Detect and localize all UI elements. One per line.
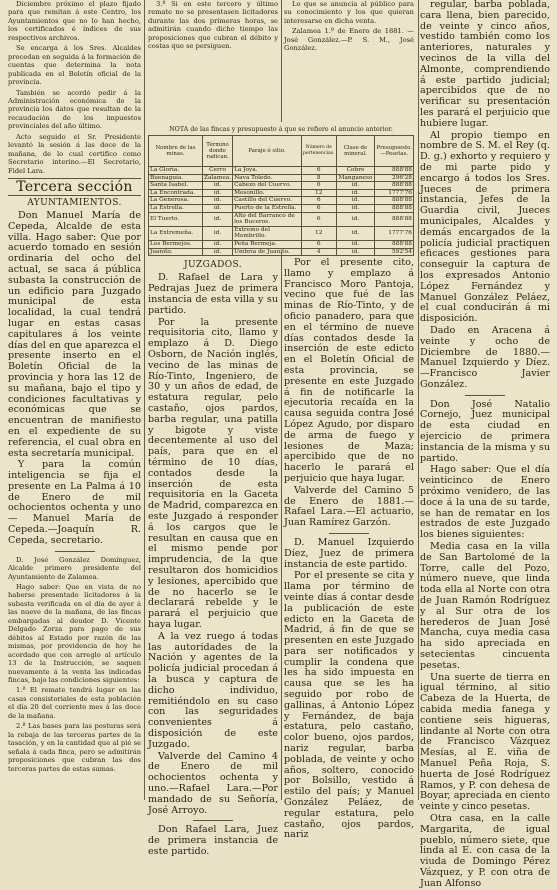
paragraph: Acto seguido el Sr. Presidente levantó la sesión á las doce de la mañana, de lo cual certifico como Secretario interino.—El Secretario, Fidel Lara.	[8, 132, 141, 175]
paragraph: Zalamea 1.º de Enero de 1881. —José González.—P. S. M., José González.	[284, 27, 414, 53]
mines-table	[148, 135, 414, 256]
paragraph: A la vez ruego á todas las autoridades de la Nación y agentes de la policía judicial procedan á la busca y captura de dicho individuo, remitiéndolo en su caso con las seguridades convenientes á disposición de este Juzgado.	[148, 630, 278, 750]
table-cell: 6	[301, 212, 336, 226]
table-cell: id.	[203, 204, 233, 212]
section-heading: Tercera sección	[16, 179, 133, 196]
paragraph: D. Rafael de Lara y Pedrajas Juez de primera instancia de esta villa y su partido.	[148, 272, 278, 316]
table-cell: id.	[203, 189, 233, 197]
table-title: NOTA de las fincas y presupuesto á que se refiere el anuncio anterior.	[169, 126, 393, 133]
table-cell: id.	[336, 204, 375, 212]
table-row	[149, 204, 414, 212]
column-4	[420, 0, 550, 889]
table-cell: Juanito.	[149, 248, 203, 256]
table-cell: Peña Bermeja.	[233, 240, 302, 248]
column-3	[284, 257, 414, 841]
table-cell: id.	[336, 226, 375, 240]
table-cell: Cabezo del Cuervo.	[233, 182, 302, 190]
paragraph: También se acordó pedir á la Administración económica de la provincia los datos que resultan de la recaudación de los impuestos provinciales del año último.	[8, 88, 141, 131]
table-cell: 12	[301, 189, 336, 197]
table-cell: La Encontrada.	[149, 189, 203, 197]
table-cell: id.	[336, 212, 375, 226]
divider	[329, 533, 369, 534]
paragraph: Por el presente se cita y llama por término de veinte días á contar desde la publicación de este edicto en la Gaceta de Madrid, á fin de que se presenten en este Juzgado para ser notificados y cumplir la condena que les ha sido impuesta en causa que se les ha seguido por robo de gallinas, á Antonio López y Fernández, de baja estatura, pelo castaño, color bueno, ojos pardos, nariz regular, barba poblada, de veinte y ocho años, soltero, conocido por Bolsillo, vestido á estilo del país; y Manuel González Peláez, de regular estatura, pelo castaño, ojos pardos, nariz	[284, 570, 414, 841]
col1-top-text	[8, 0, 141, 175]
table-cell: Nava Toledo.	[233, 174, 302, 182]
table-cell: 6	[301, 240, 336, 248]
paragraph: Hago saber: Que en vista de no haberse presentado licitadores á la subasta verificada en el día de ayer á las nueve de la mañana, de las fincas embargadas al deudor D. Vicente Delgado Zorza para pago de sus débitos al Estado por razón de las mismas, por providencia de hoy he acordado que con arreglo al artículo 13 de la Instrucción, se saquen nuevamente á la venta las indicadas fincas, bajo las condiciones siguientes:	[8, 583, 141, 685]
divider	[465, 395, 505, 396]
column-3-top	[284, 0, 414, 120]
section-subheading: AYUNTAMIENTOS.	[27, 197, 122, 208]
table-cell: Zalamea.	[204, 174, 232, 181]
table-row	[149, 167, 414, 175]
table-body	[149, 167, 414, 256]
paragraph: Por el presente cito, llamo y emplazo á Francisco Moro Pantoja, vecino que fué de las minas de Río-Tinto, y de oficio panadero, para que en el término de nueve días contados desde la inserción de este edicto en el Boletín Oficial de esta provincia, se presente en este Juzgado á fin de notificarle la ejecutoria recaída en la causa seguida contra José López Agudo, por disparo de arma de fuego y lesiones de Maza; apercibido que de no hacerlo le parará el perjuicio que haya lugar.	[284, 257, 414, 484]
table-cell: Manganeso	[336, 174, 375, 182]
paragraph: D. Manuel Izquierdo Díez, Juez de primera instancia de este partido.	[284, 536, 414, 570]
table-row	[149, 182, 414, 190]
table-row	[149, 197, 414, 205]
table-cell: Los Bermejos.	[149, 240, 203, 248]
table-row	[149, 248, 414, 256]
paragraph: Hago saber: Que el día veinticinco de Enero próximo venidero, de las doce á la una de su tarde, se han de rematar en los estrados de este Juzgado los bienes siguientes:	[420, 464, 550, 541]
paragraph: D. José González Domínguez, Alcalde primero presidente del Ayuntamiento de Zalamea.	[8, 555, 141, 581]
table-cell: La Estrella.	[149, 204, 203, 212]
table-cell: id.	[203, 197, 233, 205]
table-cell: La Gloria.	[149, 167, 203, 175]
table-cell: 6	[301, 167, 336, 175]
paragraph: Diciembre próximo el plazo fijado para que remitan á este Centro, los Ayuntamientos que no lo han hecho, los certificados é índices de sus respectivos archivos.	[8, 0, 141, 42]
table-cell: id.	[203, 182, 233, 190]
col3-notice	[284, 258, 414, 841]
table-cell: 1777'76	[375, 226, 414, 240]
paragraph: Valverde del Camino 5 de Enero de 1881.—Rafael Lara.—El actuario, Juan Ramírez Garzón.	[284, 484, 414, 529]
table-cell: id.	[203, 212, 233, 226]
table-row	[149, 189, 414, 197]
table-cell: 888'88	[375, 204, 414, 212]
column-header: Clase de mineral.	[336, 136, 375, 167]
table-row	[149, 226, 414, 240]
table-cell: 4	[301, 248, 336, 256]
paragraph: Media casa en la villa de San Bartolomé de la Torre, calle del Pozo, número nueve, que linda toda ella al Norte con otra de Juan Ramón Rodríguez y al Sur otra de los herederos de Juan José Mancha, cuya media casa ha sido apreciada en setecientas cincuenta pesetas.	[420, 541, 550, 671]
table-row	[149, 240, 414, 248]
table-header-row	[149, 136, 414, 167]
paragraph: 1.ª El remate tendrá lugar en las casas consistoriales de esta población el día 20 del corriente mes á las doce de la mañana.	[8, 686, 141, 720]
table-cell: id.	[336, 248, 375, 256]
table-row	[149, 212, 414, 226]
table-cell: id.	[203, 240, 233, 248]
table-cell: 6	[301, 197, 336, 205]
paragraph: Valverde del Camino 4 de Enero de mil ochocientos ochenta y uno.—Rafael Lara.—Por mandado de su Señoría, José Arroyo.	[148, 750, 278, 816]
table-cell: id.	[203, 226, 233, 240]
col1-bottom-text	[8, 556, 141, 773]
table-cell: 888'88	[375, 182, 414, 190]
paragraph: Don Rafael Lara, Juez de primera instancia de este partido.	[148, 824, 278, 857]
table-cell: Extremo del Membrillo.	[233, 226, 302, 240]
table-cell: 888'88	[375, 167, 414, 175]
column-1	[8, 0, 141, 796]
table-cell: Santa Isabel.	[149, 182, 203, 190]
table-cell: 888'88	[375, 240, 414, 248]
table-row	[149, 174, 414, 182]
col2-notice	[148, 273, 278, 857]
table-cell: 592'54	[375, 248, 414, 256]
paragraph: Al propio tiempo en nombre de S. M. el Rey (q. D. g.) exhorto y requiero y de mi parte pido y encargo á todos los Sres. Jueces de primera instancia, Jefes de la Guardia civil, Jueces municipales, Alcaldes y demás encargados de la policía judicial practiquen eficaces gestiones para conseguir la captura de los expresados Antonio López Fernández y Manuel González Peláez, el cual conducirán á mi disposición.	[420, 129, 550, 325]
table-cell: 8	[301, 174, 336, 182]
table-cell: Mesonillo.	[233, 189, 302, 197]
paragraph: 3.ª Si en este tercero y último remate no se presentasen licitadores durante las dos primeras horas, se admitirán cuando dicho tiempo las proposiciones que cubran el débito y costas que se persiguen.	[148, 0, 278, 51]
table-cell: Umbría de Juanito.	[233, 248, 302, 256]
table-cell: id.	[203, 248, 233, 256]
table-cell: Alto del Barranco de los Buceros.	[233, 212, 302, 226]
table-cell: La Generosa.	[149, 197, 203, 205]
paragraph: Don José Natalio Cornejo, Juez municipal de esta ciudad en ejercicio de primera instancia de la misma y su partido.	[420, 398, 550, 464]
col1-announcement	[8, 211, 141, 547]
table-cell: id.	[336, 182, 375, 190]
column-2-top	[148, 0, 278, 120]
table-cell: 6	[301, 182, 336, 190]
table-cell: El Tuerto.	[149, 212, 203, 226]
table-cell: Castillo del Cuervo.	[233, 197, 302, 205]
table-cell: La Joya.	[233, 167, 302, 175]
table-cell: Puerto de la Estrella.	[233, 204, 302, 212]
paragraph: Dado en Aracena á veinte y ocho de Diciembre de 1880.—Manuel Izquierdo y Díez.—Francisco Javier González.	[420, 324, 550, 390]
paragraph: Por la presente requisitoria cito, llamo y emplazo á D. Diego Osborn, de Nación inglés, vecino de las minas de Río-Tinto, Ingeniero, de 30 y un años de edad, de estatura regular, pelo castaño, ojos pardos, barba regular, una patilla y bigote y viste decentemente al uso del país, para que en el término de 10 días, contados desde la inserción de esta requisitoria en la Gaceta de Madrid, comparezca en este Juzgado á responder á los cargos que le resultan en causa que en el mismo pende por imprudencia, de la que resultaron dos homicidios y lesiones, apercibido que de no hacerlo se le declarará rebelde y le parará el perjuicio que haya lugar.	[148, 316, 278, 630]
table-cell: id.	[336, 197, 375, 205]
table-cell: 12	[301, 226, 336, 240]
paragraph: 2.ª Las bases para las posturas será la rebaja de las terceras partes de la tasación, y en la cantidad que al pié se señala á cada finca, pero se admitirán proposiciones que cubran las dos terceras partes de estas sumas.	[8, 722, 141, 773]
column-header: Presupuesto.—Pesetas.	[375, 136, 414, 167]
table-cell: Buenaguía.	[149, 174, 203, 182]
table-cell: 888'88	[375, 212, 414, 226]
paragraph: Y para la común inteligencia se fija el presente en La Palma á 10 de Enero de mil ochocientos ochenta y uno — Manuel María de Cepeda.—Joaquín R. Cepeda, secretario.	[8, 459, 141, 546]
paragraph: Se encarga á los Sres. Alcaldes procedan en seguida á la formación de cuentas que determina la nota publicada en el Boletín oficial de la provincia.	[8, 44, 141, 87]
table-cell: Cobre	[336, 167, 375, 175]
table-cell: id.	[336, 189, 375, 197]
mines-table-block	[148, 126, 414, 256]
table-cell: La Extremeña.	[149, 226, 203, 240]
paragraph: Lo que se anuncia al público para su conocimiento y los que quieran interesarse en dicha venta.	[284, 0, 414, 25]
column-header: Término donde radican.	[203, 136, 233, 167]
table-cell: id.	[336, 240, 375, 248]
section-heading: JUZGADOS.	[183, 260, 243, 270]
column-header: Número de pertenencias.	[301, 136, 336, 167]
paragraph: Una suerte de tierra en igual término, al sitio Cabeza de la Huerta, de cabida media fanega y contiene seis higueras, lindante al Norte con otra de Francisco Vázquez Mesías, al E. viña de Manuel Peña Roja, S. huerta de José Rodríguez Ramos, y P. con dehesa de Boyar, apreciada en ciento veinte y cinco pesetas.	[420, 671, 550, 813]
column-header: Nombre de las minas.	[149, 136, 203, 167]
table-cell: 296'28	[375, 174, 414, 182]
paragraph: Don Manuel María de Cepeda, Alcalde de esta villa. Hago saber: Que por acuerdo tomado en sesión ordinaria del ocho del actual, se saca á pública subasta la construcción de un edificio para Juzgado municipal de esta localidad, la cual tendrá lugar en estas casas capitulares á los veinte días del en que aparezca el presente inserto en el Boletín Oficial de la provincia y hora las 12 de su mañana, bajo el tipo y condiciones facultativas y económicas que se encuentran de manifiesto en el expediente de su referencia, el cual obra en esta secretaría municipal.	[8, 209, 141, 459]
table-cell: 1777'76	[375, 189, 414, 197]
column-header: Paraje ó sitio.	[233, 136, 302, 167]
table-cell: Cerro	[203, 167, 233, 175]
paragraph: Otra casa, en la calle Margarita, de igual pueblo, número siete, que linda al E. con casa de la viuda de Domingo Pérez Vázquez, y P. con otra de Juan Alfonso	[420, 812, 550, 889]
table-cell: 6	[301, 204, 336, 212]
paragraph: regular, barba poblada, cara llena, bien parecido, de veinte y cinco años, vestido también como los anteriores, naturales y vecinos de la villa del Almonte, comprendiendo á este partido judicial; apercibidos que de no verificar su presentación les parará el perjuicio que hubiere lugar.	[420, 0, 550, 129]
divider	[55, 551, 95, 552]
table-cell: 888'88	[375, 197, 414, 205]
divider	[193, 820, 233, 821]
column-2	[148, 258, 278, 857]
